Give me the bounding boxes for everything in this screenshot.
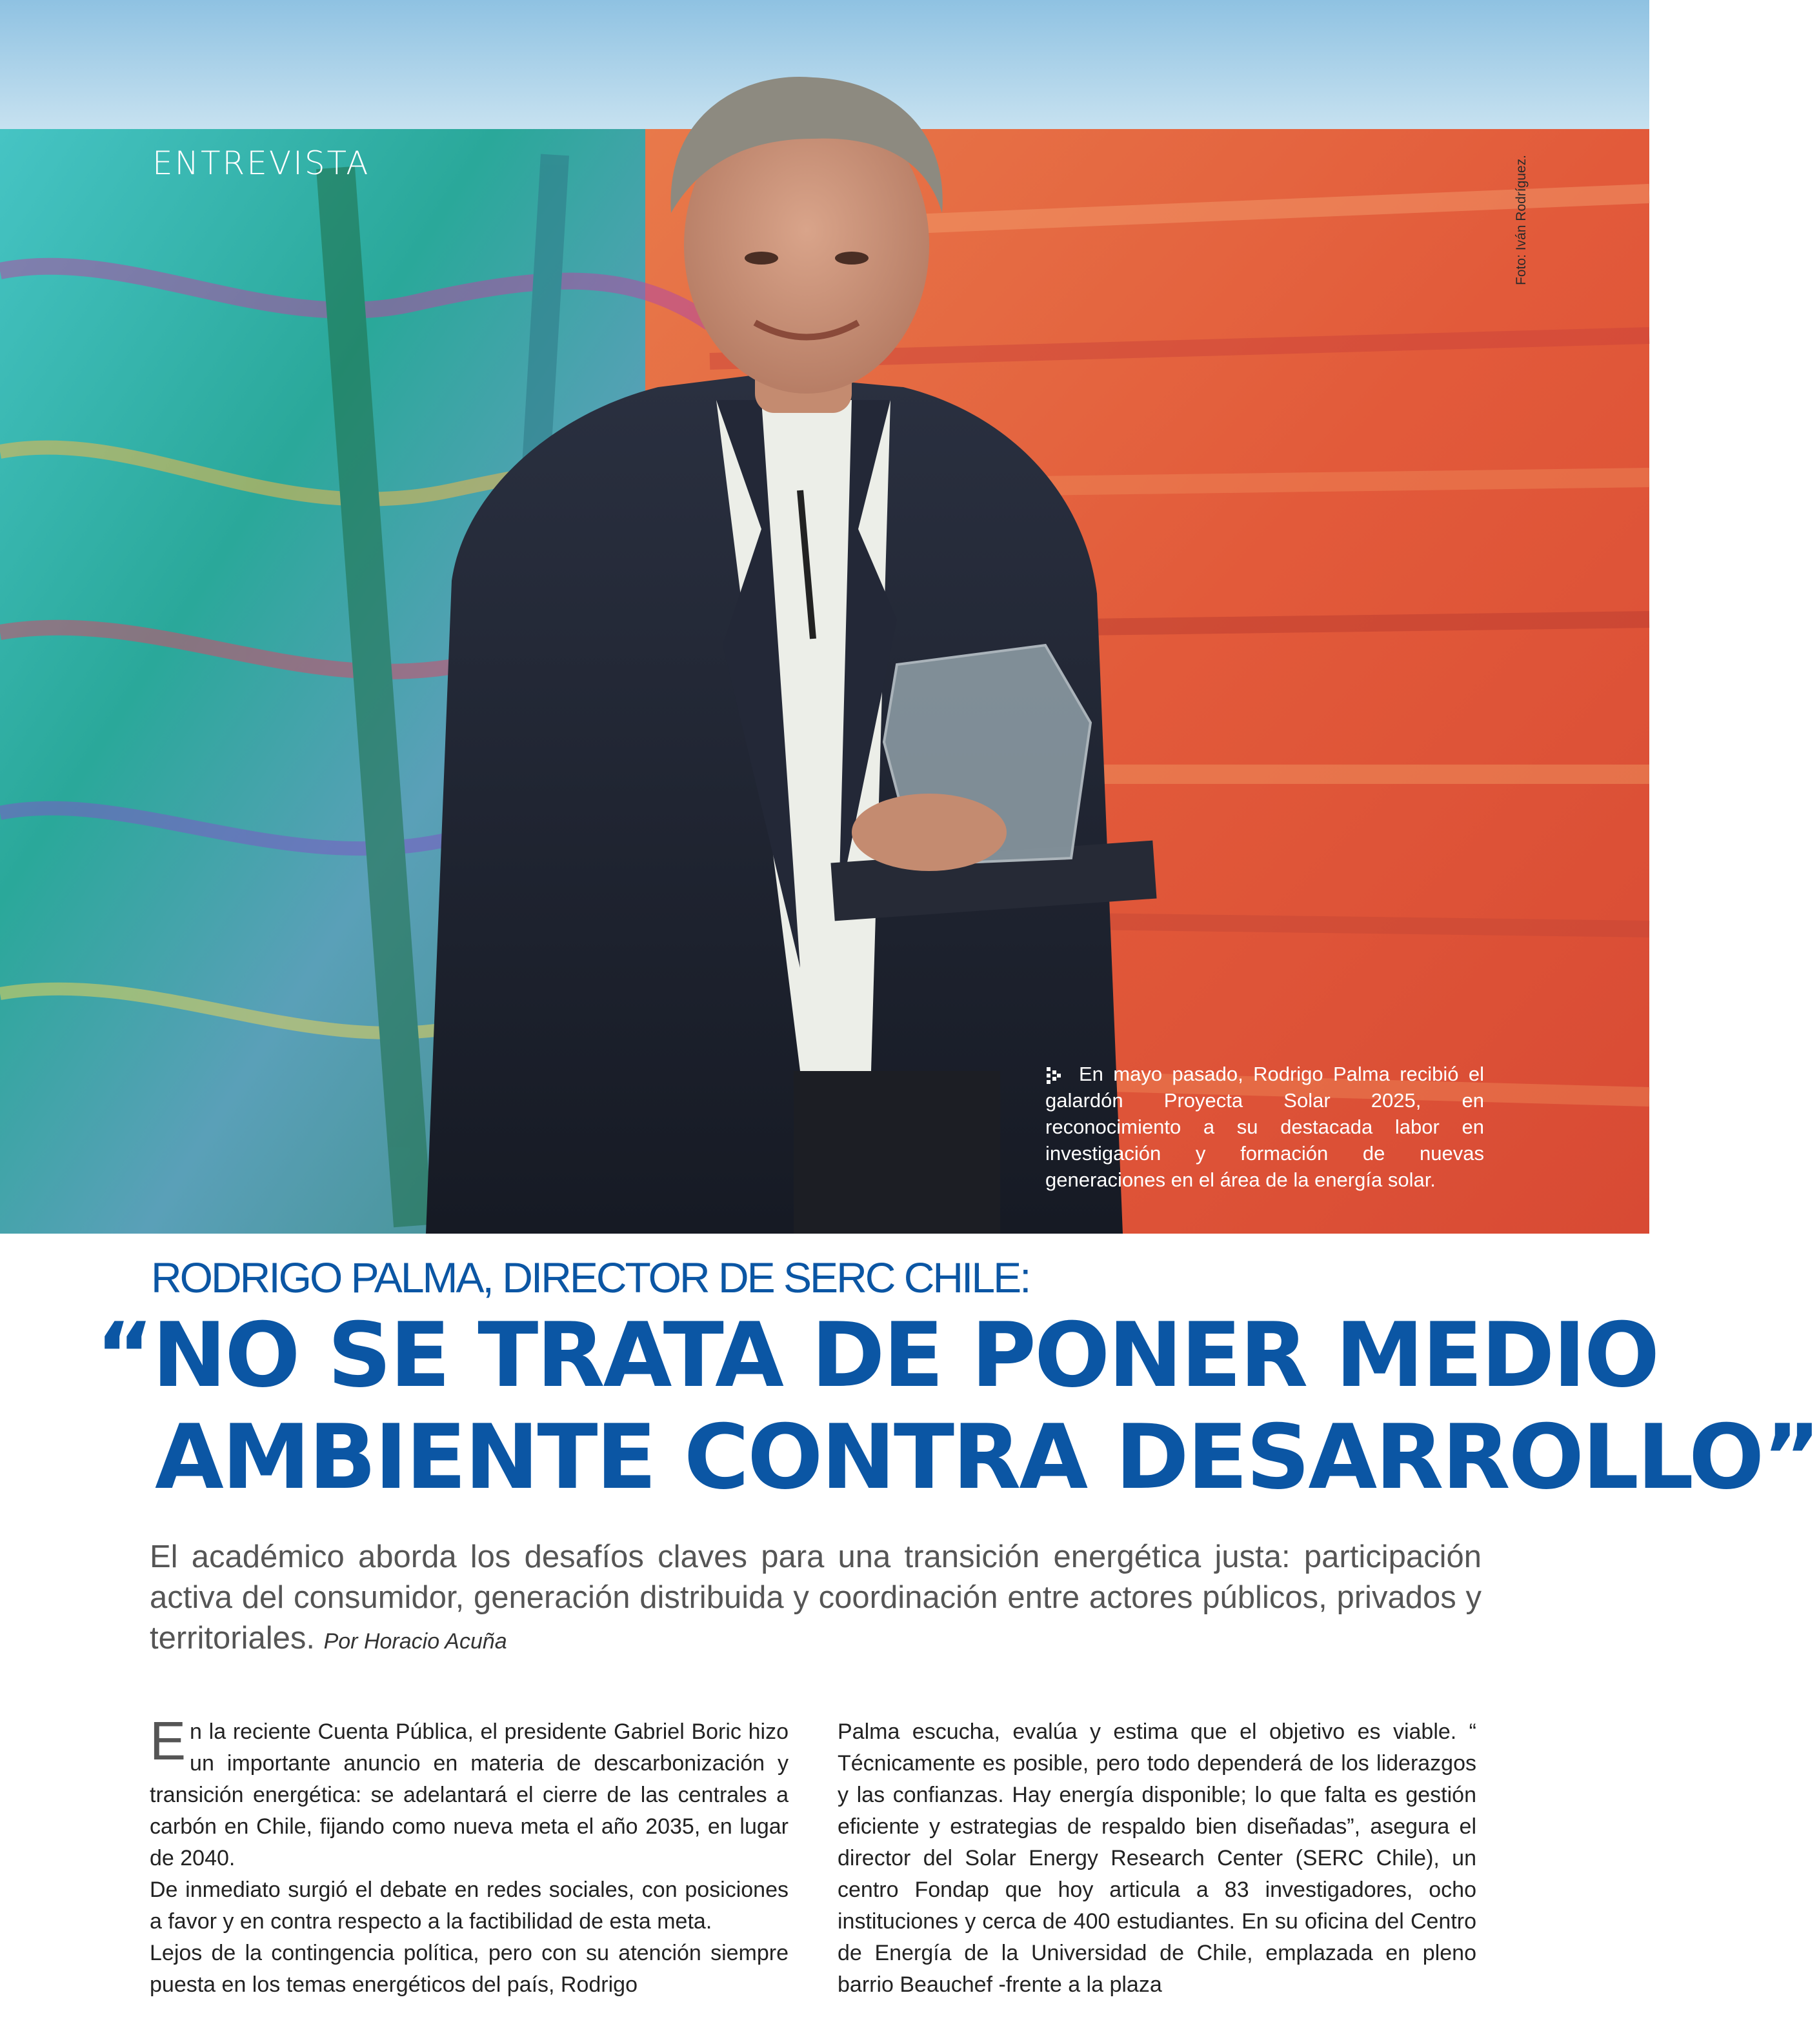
- article-kicker: RODRIGO PALMA, DIRECTOR DE SERC CHILE:: [151, 1254, 1030, 1301]
- article-headline: [95, 1303, 1819, 1509]
- photo-caption: [1045, 1061, 1484, 1193]
- body-column-right: [838, 1716, 1476, 2001]
- drop-cap: E: [150, 1710, 186, 1771]
- headline-line-1: “NO SE TRATA DE PONER MEDIO: [95, 1303, 1658, 1407]
- article-dek: [150, 1537, 1482, 1662]
- photo-caption-text: En mayo pasado, Rodrigo Palma recibió el galardón Proyecta Solar 2025, en reconocimiento a su destacada labor en investigación y formación de nuevas generaciones en el área de la energía solar.: [1045, 1063, 1484, 1191]
- section-label: ENTREVISTA: [152, 145, 370, 182]
- paragraph: Lejos de la contingencia política, pero con su atención siempre puesta en los temas energéticos del país, Rodrigo: [150, 1941, 789, 1997]
- photo-credit: Foto: Iván Rodríguez.: [1514, 155, 1529, 285]
- paragraph: Palma escucha, evalúa y estima que el objetivo es viable. “ Técnicamente es posible, pero todo dependerá de los liderazgos y las confianzas. Hay energía disponible; lo que falta es gestión eficiente y estrategias de respaldo bien diseñadas”, asegura el director del Solar Energy Research Center (SERC Chile), un centro Fondap que hoy articula a 83 investigadores, ocho instituciones y cerca de 400 estudiantes. En su oficina del Centro de Energía de la Universidad de Chile, emplazada en pleno barrio Beauchef -frente a la plaza: [838, 1719, 1476, 1997]
- body-column-left: [150, 1710, 789, 2001]
- paragraph-text: n la reciente Cuenta Pública, el presidente Gabriel Boric hizo un importante anuncio en materia de descarbonización y transición energética: se adelantará el cierre de las centrales a carbón en Chile, fijando como nueva meta el año 2035, en lugar de 2040.: [150, 1719, 789, 1870]
- paragraph: [150, 1710, 789, 1874]
- headline-line-2: AMBIENTE CONTRA DESARROLLO”: [155, 1405, 1819, 1509]
- dek-text: El académico aborda los desafíos claves para una transición energética justa: participación activa del consumidor, generación distribuida y coordinación entre actores públicos, privados y territoriales.: [150, 1539, 1482, 1656]
- paragraph: De inmediato surgió el debate en redes sociales, con posiciones a favor y en contra respecto a la factibilidad de esta meta.: [150, 1878, 789, 1934]
- byline: Por Horacio Acuña: [323, 1629, 507, 1654]
